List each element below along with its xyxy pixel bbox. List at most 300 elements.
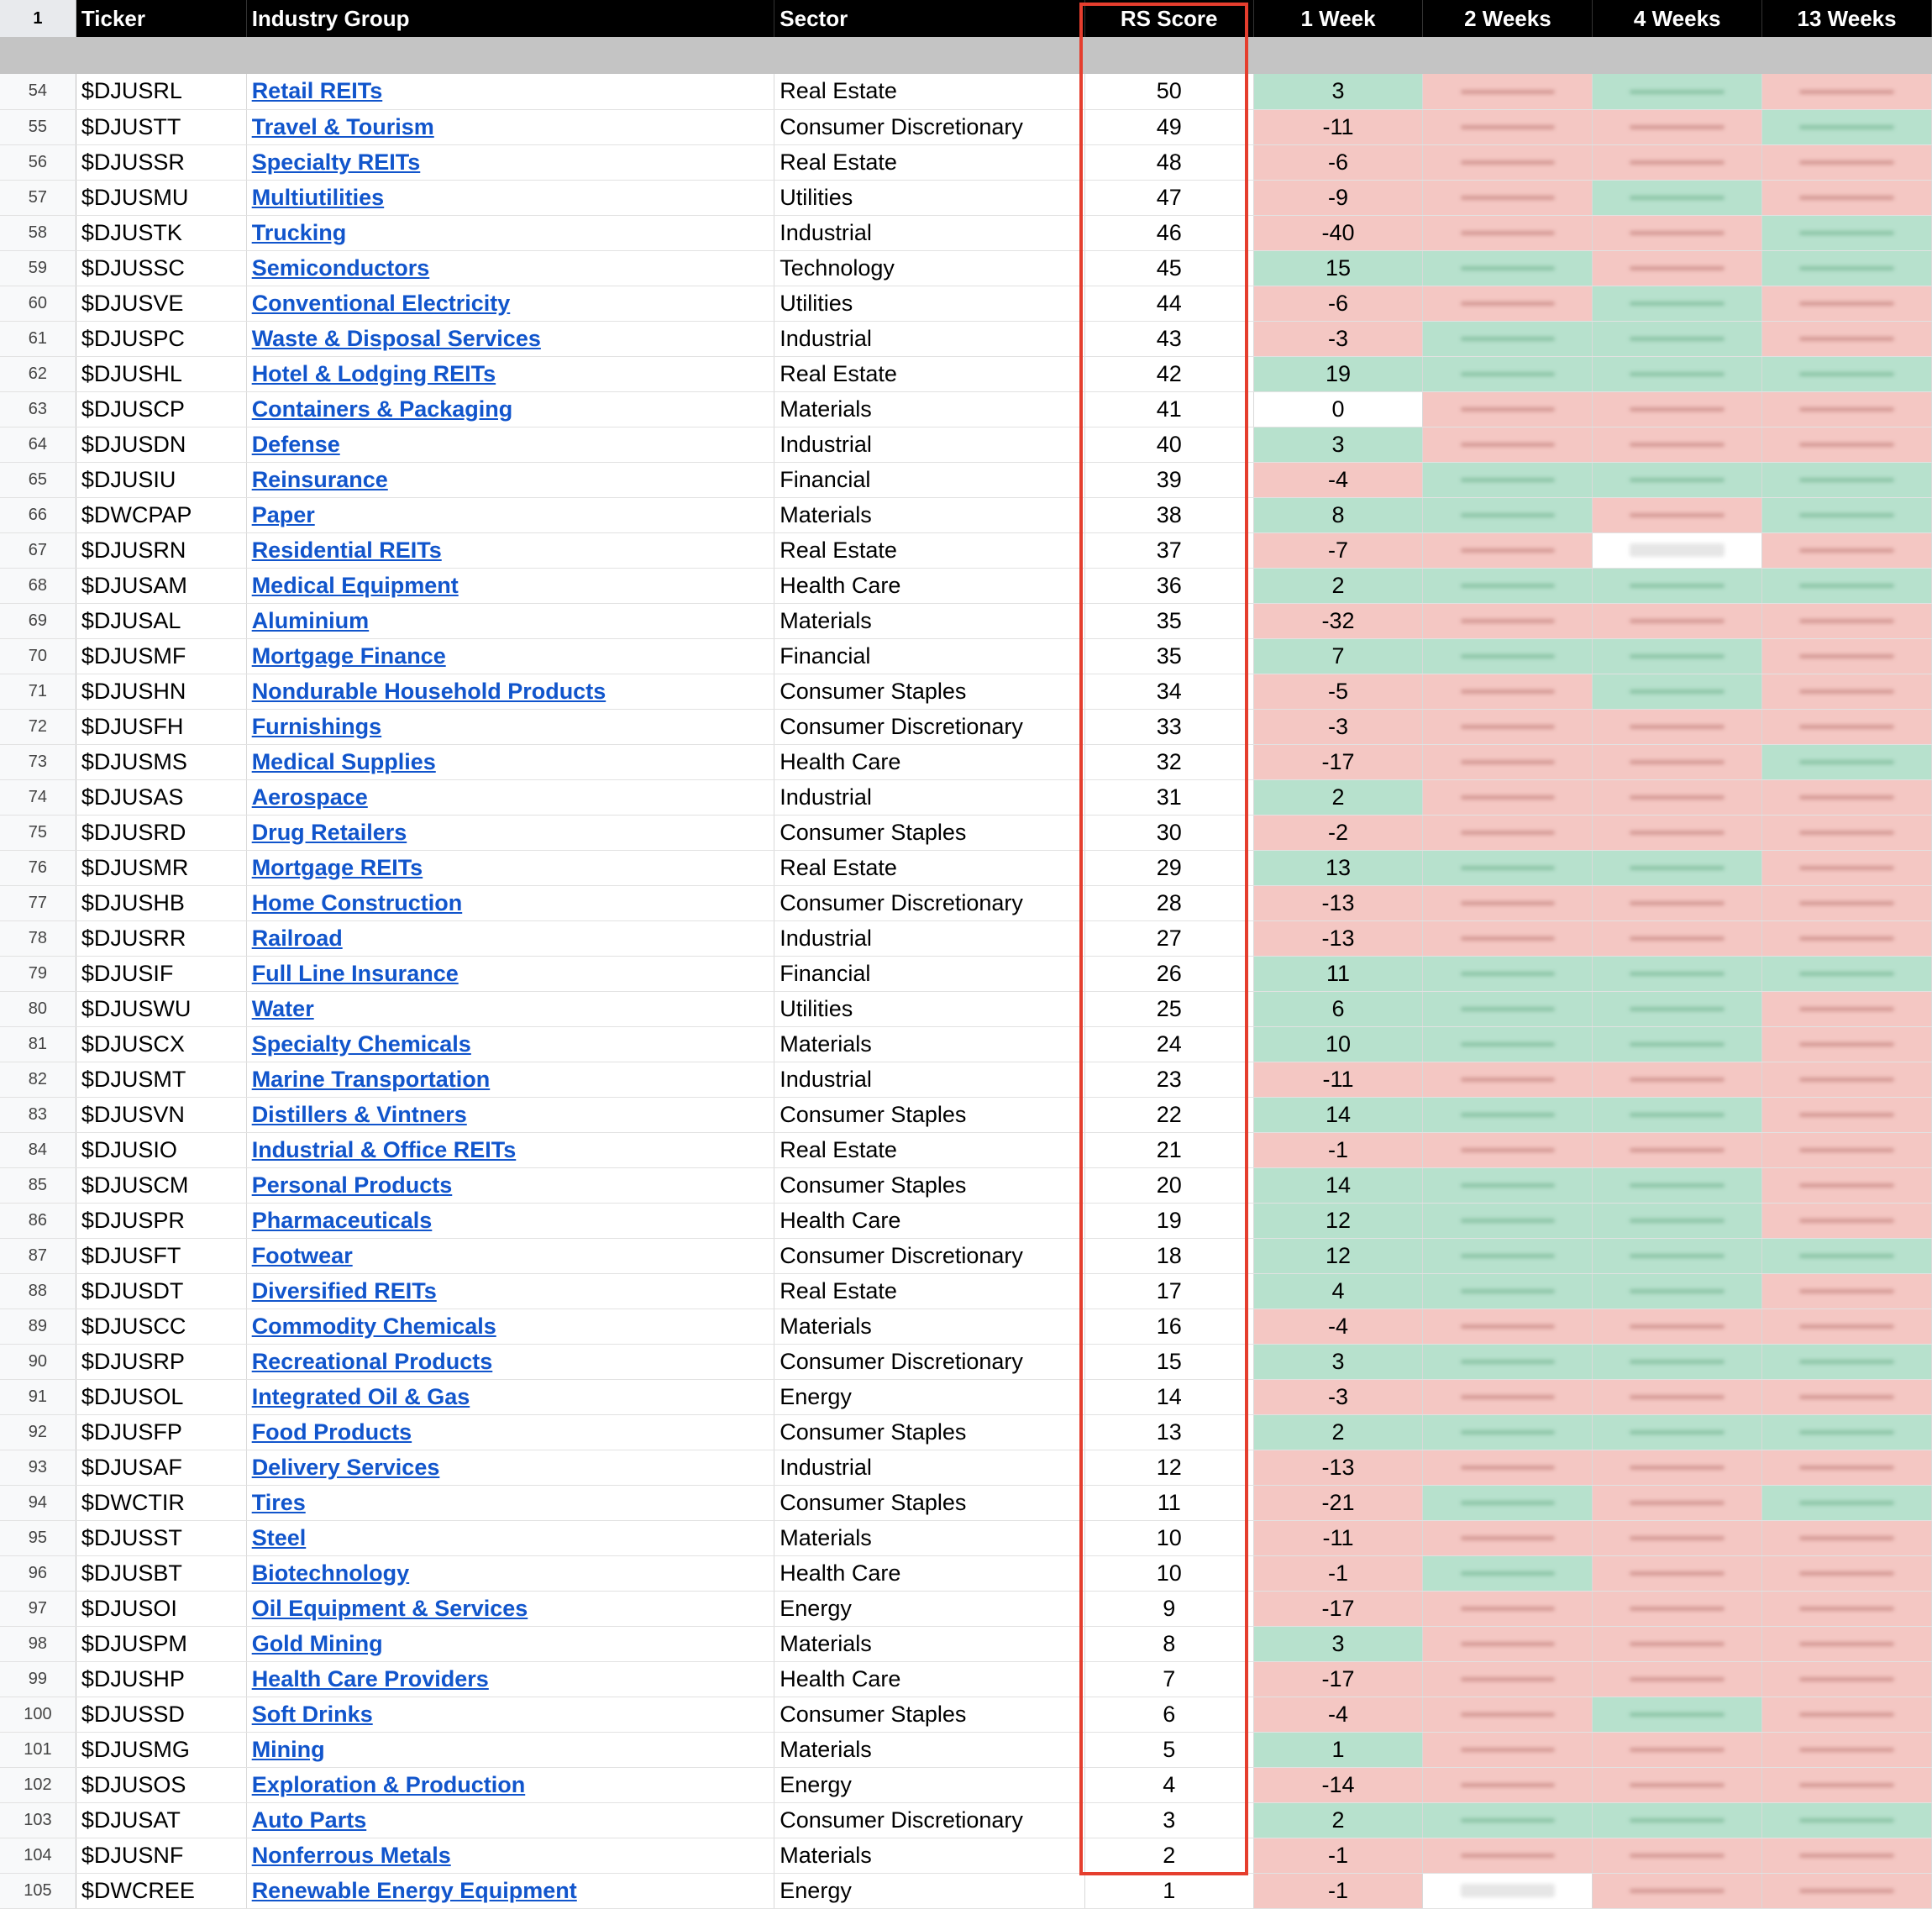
sector-cell[interactable]: Industrial [774, 1062, 1085, 1097]
row-number[interactable]: 95 [0, 1520, 76, 1555]
ticker-cell[interactable]: $DJUSVN [76, 1097, 246, 1132]
rs-score-cell[interactable]: 28 [1084, 885, 1253, 920]
one-week-change-cell[interactable]: -1 [1253, 1838, 1423, 1873]
thirteen-weeks-change-cell[interactable] [1762, 1344, 1932, 1379]
one-week-change-cell[interactable]: -11 [1253, 109, 1423, 144]
rs-score-cell[interactable]: 45 [1084, 250, 1253, 286]
ticker-cell[interactable]: $DJUSBT [76, 1555, 246, 1591]
row-number[interactable]: 98 [0, 1626, 76, 1661]
thirteen-weeks-change-cell[interactable] [1762, 568, 1932, 603]
industry-group-cell[interactable] [246, 1591, 774, 1626]
rs-score-cell[interactable]: 7 [1084, 1661, 1253, 1697]
industry-group-cell[interactable] [246, 1450, 774, 1485]
ticker-cell[interactable]: $DJUSNF [76, 1838, 246, 1873]
two-weeks-change-cell[interactable] [1423, 180, 1593, 215]
row-number[interactable]: 76 [0, 850, 76, 885]
col-header-4-weeks[interactable]: 4 Weeks [1593, 0, 1762, 37]
two-weeks-change-cell[interactable] [1423, 1732, 1593, 1767]
thirteen-weeks-change-cell[interactable] [1762, 180, 1932, 215]
ticker-cell[interactable]: $DJUSMG [76, 1732, 246, 1767]
thirteen-weeks-change-cell[interactable] [1762, 709, 1932, 744]
industry-group-cell[interactable] [246, 1732, 774, 1767]
col-header-industry-group[interactable]: Industry Group [246, 0, 774, 37]
ticker-cell[interactable]: $DJUSDN [76, 427, 246, 462]
row-number[interactable]: 96 [0, 1555, 76, 1591]
ticker-cell[interactable]: $DJUSRL [76, 74, 246, 109]
thirteen-weeks-change-cell[interactable] [1762, 497, 1932, 532]
four-weeks-change-cell[interactable] [1593, 1062, 1762, 1097]
ticker-cell[interactable]: $DJUSDT [76, 1273, 246, 1309]
row-number[interactable]: 74 [0, 779, 76, 815]
industry-group-link[interactable]: Delivery Services [251, 1454, 440, 1480]
one-week-change-cell[interactable]: -13 [1253, 1450, 1423, 1485]
industry-group-cell[interactable] [246, 1167, 774, 1203]
four-weeks-change-cell[interactable] [1593, 638, 1762, 674]
rs-score-cell[interactable]: 48 [1084, 144, 1253, 180]
two-weeks-change-cell[interactable] [1423, 321, 1593, 356]
two-weeks-change-cell[interactable] [1423, 1485, 1593, 1520]
rs-score-cell[interactable]: 21 [1084, 1132, 1253, 1167]
industry-group-cell[interactable] [246, 1555, 774, 1591]
thirteen-weeks-change-cell[interactable] [1762, 286, 1932, 321]
four-weeks-change-cell[interactable] [1593, 1591, 1762, 1626]
sector-cell[interactable]: Consumer Staples [774, 1097, 1085, 1132]
one-week-change-cell[interactable]: -1 [1253, 1132, 1423, 1167]
ticker-cell[interactable]: $DJUSAM [76, 568, 246, 603]
ticker-cell[interactable]: $DJUSSR [76, 144, 246, 180]
two-weeks-change-cell[interactable] [1423, 1697, 1593, 1732]
one-week-change-cell[interactable]: -4 [1253, 1697, 1423, 1732]
two-weeks-change-cell[interactable] [1423, 1203, 1593, 1238]
industry-group-cell[interactable] [246, 1838, 774, 1873]
row-number[interactable]: 80 [0, 991, 76, 1026]
sector-cell[interactable]: Health Care [774, 568, 1085, 603]
rs-score-cell[interactable]: 44 [1084, 286, 1253, 321]
industry-group-cell[interactable] [246, 144, 774, 180]
thirteen-weeks-change-cell[interactable] [1762, 1732, 1932, 1767]
rs-score-cell[interactable]: 41 [1084, 391, 1253, 427]
row-number[interactable]: 72 [0, 709, 76, 744]
four-weeks-change-cell[interactable] [1593, 1026, 1762, 1062]
rs-score-cell[interactable]: 39 [1084, 462, 1253, 497]
ticker-cell[interactable]: $DJUSRN [76, 532, 246, 568]
sector-cell[interactable]: Industrial [774, 779, 1085, 815]
four-weeks-change-cell[interactable] [1593, 1802, 1762, 1838]
sector-cell[interactable]: Materials [774, 1309, 1085, 1344]
four-weeks-change-cell[interactable] [1593, 1873, 1762, 1908]
four-weeks-change-cell[interactable] [1593, 1520, 1762, 1555]
sector-cell[interactable]: Financial [774, 956, 1085, 991]
industry-group-link[interactable]: Full Line Insurance [251, 960, 459, 986]
thirteen-weeks-change-cell[interactable] [1762, 1026, 1932, 1062]
ticker-cell[interactable]: $DJUSPM [76, 1626, 246, 1661]
thirteen-weeks-change-cell[interactable] [1762, 250, 1932, 286]
industry-group-link[interactable]: Soft Drinks [251, 1701, 373, 1727]
two-weeks-change-cell[interactable] [1423, 1097, 1593, 1132]
thirteen-weeks-change-cell[interactable] [1762, 1167, 1932, 1203]
one-week-change-cell[interactable]: -5 [1253, 674, 1423, 709]
four-weeks-change-cell[interactable] [1593, 427, 1762, 462]
row-number-header[interactable]: 1 [0, 0, 76, 37]
row-number[interactable]: 67 [0, 532, 76, 568]
industry-group-cell[interactable] [246, 215, 774, 250]
col-header-13-weeks[interactable]: 13 Weeks [1762, 0, 1932, 37]
sector-cell[interactable]: Materials [774, 1026, 1085, 1062]
sector-cell[interactable]: Industrial [774, 1450, 1085, 1485]
four-weeks-change-cell[interactable] [1593, 1414, 1762, 1450]
industry-group-link[interactable]: Industrial & Office REITs [251, 1136, 517, 1162]
rs-score-cell[interactable]: 11 [1084, 1485, 1253, 1520]
one-week-change-cell[interactable]: 11 [1253, 956, 1423, 991]
row-number[interactable]: 92 [0, 1414, 76, 1450]
industry-group-link[interactable]: Footwear [251, 1242, 353, 1268]
one-week-change-cell[interactable]: 8 [1253, 497, 1423, 532]
four-weeks-change-cell[interactable] [1593, 180, 1762, 215]
col-header-2-weeks[interactable]: 2 Weeks [1423, 0, 1593, 37]
rs-score-cell[interactable]: 8 [1084, 1626, 1253, 1661]
four-weeks-change-cell[interactable] [1593, 1344, 1762, 1379]
one-week-change-cell[interactable]: -17 [1253, 1591, 1423, 1626]
industry-group-cell[interactable] [246, 497, 774, 532]
ticker-cell[interactable]: $DJUSIO [76, 1132, 246, 1167]
one-week-change-cell[interactable]: 3 [1253, 74, 1423, 109]
four-weeks-change-cell[interactable] [1593, 109, 1762, 144]
sector-cell[interactable]: Industrial [774, 321, 1085, 356]
rs-score-cell[interactable]: 24 [1084, 1026, 1253, 1062]
one-week-change-cell[interactable]: -3 [1253, 321, 1423, 356]
row-number[interactable]: 86 [0, 1203, 76, 1238]
row-number[interactable]: 84 [0, 1132, 76, 1167]
four-weeks-change-cell[interactable] [1593, 1273, 1762, 1309]
rs-score-cell[interactable]: 46 [1084, 215, 1253, 250]
one-week-change-cell[interactable]: 7 [1253, 638, 1423, 674]
four-weeks-change-cell[interactable] [1593, 215, 1762, 250]
industry-group-link[interactable]: Nonferrous Metals [251, 1842, 451, 1868]
industry-group-cell[interactable] [246, 427, 774, 462]
thirteen-weeks-change-cell[interactable] [1762, 144, 1932, 180]
four-weeks-change-cell[interactable] [1593, 850, 1762, 885]
rs-score-cell[interactable]: 38 [1084, 497, 1253, 532]
four-weeks-change-cell[interactable] [1593, 356, 1762, 391]
industry-group-cell[interactable] [246, 1062, 774, 1097]
ticker-cell[interactable]: $DJUSCX [76, 1026, 246, 1062]
two-weeks-change-cell[interactable] [1423, 638, 1593, 674]
industry-group-link[interactable]: Aluminium [251, 607, 370, 633]
two-weeks-change-cell[interactable] [1423, 744, 1593, 779]
rs-score-cell[interactable]: 18 [1084, 1238, 1253, 1273]
col-header-ticker[interactable]: Ticker [76, 0, 246, 37]
industry-group-link[interactable]: Marine Transportation [251, 1066, 491, 1092]
industry-group-cell[interactable] [246, 674, 774, 709]
thirteen-weeks-change-cell[interactable] [1762, 1414, 1932, 1450]
four-weeks-change-cell[interactable] [1593, 1309, 1762, 1344]
industry-group-cell[interactable] [246, 885, 774, 920]
four-weeks-change-cell[interactable] [1593, 391, 1762, 427]
row-number[interactable]: 68 [0, 568, 76, 603]
industry-group-link[interactable]: Waste & Disposal Services [251, 325, 541, 351]
industry-group-link[interactable]: Furnishings [251, 713, 382, 739]
row-number[interactable]: 103 [0, 1802, 76, 1838]
sector-cell[interactable]: Consumer Discretionary [774, 1344, 1085, 1379]
rs-score-cell[interactable]: 19 [1084, 1203, 1253, 1238]
industry-group-link[interactable]: Aerospace [251, 784, 368, 810]
thirteen-weeks-change-cell[interactable] [1762, 109, 1932, 144]
ticker-cell[interactable]: $DJUSOS [76, 1767, 246, 1802]
rs-score-cell[interactable]: 22 [1084, 1097, 1253, 1132]
ticker-cell[interactable]: $DJUSRP [76, 1344, 246, 1379]
industry-group-link[interactable]: Mining [251, 1736, 325, 1762]
thirteen-weeks-change-cell[interactable] [1762, 1591, 1932, 1626]
thirteen-weeks-change-cell[interactable] [1762, 920, 1932, 956]
sector-cell[interactable]: Real Estate [774, 1273, 1085, 1309]
row-number[interactable]: 65 [0, 462, 76, 497]
thirteen-weeks-change-cell[interactable] [1762, 1238, 1932, 1273]
ticker-cell[interactable]: $DJUSFT [76, 1238, 246, 1273]
row-number[interactable]: 78 [0, 920, 76, 956]
ticker-cell[interactable]: $DJUSVE [76, 286, 246, 321]
two-weeks-change-cell[interactable] [1423, 779, 1593, 815]
row-number[interactable]: 62 [0, 356, 76, 391]
four-weeks-change-cell[interactable] [1593, 991, 1762, 1026]
industry-group-cell[interactable] [246, 744, 774, 779]
row-number[interactable]: 73 [0, 744, 76, 779]
industry-group-link[interactable]: Pharmaceuticals [251, 1207, 433, 1233]
four-weeks-change-cell[interactable] [1593, 956, 1762, 991]
row-number[interactable]: 77 [0, 885, 76, 920]
two-weeks-change-cell[interactable] [1423, 391, 1593, 427]
thirteen-weeks-change-cell[interactable] [1762, 215, 1932, 250]
ticker-cell[interactable]: $DWCREE [76, 1873, 246, 1908]
industry-group-link[interactable]: Oil Equipment & Services [251, 1595, 528, 1621]
sector-cell[interactable]: Energy [774, 1591, 1085, 1626]
rs-score-cell[interactable]: 14 [1084, 1379, 1253, 1414]
thirteen-weeks-change-cell[interactable] [1762, 391, 1932, 427]
four-weeks-change-cell[interactable] [1593, 1132, 1762, 1167]
row-number[interactable]: 71 [0, 674, 76, 709]
two-weeks-change-cell[interactable] [1423, 250, 1593, 286]
rs-score-cell[interactable]: 47 [1084, 180, 1253, 215]
industry-group-link[interactable]: Diversified REITs [251, 1277, 437, 1303]
sector-cell[interactable]: Consumer Discretionary [774, 1238, 1085, 1273]
ticker-cell[interactable]: $DJUSIU [76, 462, 246, 497]
row-number[interactable]: 91 [0, 1379, 76, 1414]
two-weeks-change-cell[interactable] [1423, 991, 1593, 1026]
ticker-cell[interactable]: $DJUSAS [76, 779, 246, 815]
thirteen-weeks-change-cell[interactable] [1762, 1379, 1932, 1414]
industry-group-cell[interactable] [246, 1661, 774, 1697]
industry-group-cell[interactable] [246, 568, 774, 603]
thirteen-weeks-change-cell[interactable] [1762, 427, 1932, 462]
thirteen-weeks-change-cell[interactable] [1762, 1203, 1932, 1238]
row-number[interactable]: 100 [0, 1697, 76, 1732]
four-weeks-change-cell[interactable] [1593, 1555, 1762, 1591]
sector-cell[interactable]: Energy [774, 1873, 1085, 1908]
four-weeks-change-cell[interactable] [1593, 1238, 1762, 1273]
ticker-cell[interactable]: $DJUSRR [76, 920, 246, 956]
ticker-cell[interactable]: $DJUSMR [76, 850, 246, 885]
industry-group-link[interactable]: Commodity Chemicals [251, 1313, 496, 1339]
industry-group-cell[interactable] [246, 850, 774, 885]
ticker-cell[interactable]: $DJUSAL [76, 603, 246, 638]
two-weeks-change-cell[interactable] [1423, 850, 1593, 885]
one-week-change-cell[interactable]: -11 [1253, 1062, 1423, 1097]
industry-group-cell[interactable] [246, 1309, 774, 1344]
two-weeks-change-cell[interactable] [1423, 1238, 1593, 1273]
four-weeks-change-cell[interactable] [1593, 144, 1762, 180]
sector-cell[interactable]: Materials [774, 391, 1085, 427]
one-week-change-cell[interactable]: -1 [1253, 1555, 1423, 1591]
industry-group-cell[interactable] [246, 1132, 774, 1167]
sector-cell[interactable]: Consumer Staples [774, 815, 1085, 850]
row-number[interactable]: 63 [0, 391, 76, 427]
row-number[interactable]: 70 [0, 638, 76, 674]
thirteen-weeks-change-cell[interactable] [1762, 1873, 1932, 1908]
one-week-change-cell[interactable]: 6 [1253, 991, 1423, 1026]
ticker-cell[interactable]: $DJUSPC [76, 321, 246, 356]
one-week-change-cell[interactable]: 15 [1253, 250, 1423, 286]
four-weeks-change-cell[interactable] [1593, 1450, 1762, 1485]
sector-cell[interactable]: Health Care [774, 1203, 1085, 1238]
thirteen-weeks-change-cell[interactable] [1762, 74, 1932, 109]
two-weeks-change-cell[interactable] [1423, 144, 1593, 180]
two-weeks-change-cell[interactable] [1423, 1555, 1593, 1591]
one-week-change-cell[interactable]: -4 [1253, 462, 1423, 497]
ticker-cell[interactable]: $DJUSHN [76, 674, 246, 709]
industry-group-link[interactable]: Mortgage Finance [251, 642, 446, 669]
rs-score-cell[interactable]: 23 [1084, 1062, 1253, 1097]
ticker-cell[interactable]: $DJUSCC [76, 1309, 246, 1344]
industry-group-cell[interactable] [246, 250, 774, 286]
industry-group-link[interactable]: Recreational Products [251, 1348, 493, 1374]
sector-cell[interactable]: Consumer Staples [774, 1485, 1085, 1520]
thirteen-weeks-change-cell[interactable] [1762, 321, 1932, 356]
four-weeks-change-cell[interactable] [1593, 603, 1762, 638]
four-weeks-change-cell[interactable] [1593, 1203, 1762, 1238]
one-week-change-cell[interactable]: -2 [1253, 815, 1423, 850]
thirteen-weeks-change-cell[interactable] [1762, 1626, 1932, 1661]
two-weeks-change-cell[interactable] [1423, 568, 1593, 603]
four-weeks-change-cell[interactable] [1593, 532, 1762, 568]
two-weeks-change-cell[interactable] [1423, 1520, 1593, 1555]
industry-group-cell[interactable] [246, 956, 774, 991]
ticker-cell[interactable]: $DJUSHP [76, 1661, 246, 1697]
four-weeks-change-cell[interactable] [1593, 744, 1762, 779]
one-week-change-cell[interactable]: 14 [1253, 1097, 1423, 1132]
two-weeks-change-cell[interactable] [1423, 1309, 1593, 1344]
industry-group-link[interactable]: Medical Equipment [251, 572, 459, 598]
rs-score-cell[interactable]: 20 [1084, 1167, 1253, 1203]
one-week-change-cell[interactable]: -7 [1253, 532, 1423, 568]
sector-cell[interactable]: Health Care [774, 744, 1085, 779]
industry-group-link[interactable]: Travel & Tourism [251, 113, 434, 139]
row-number[interactable]: 104 [0, 1838, 76, 1873]
ticker-cell[interactable]: $DJUSOL [76, 1379, 246, 1414]
two-weeks-change-cell[interactable] [1423, 462, 1593, 497]
thirteen-weeks-change-cell[interactable] [1762, 532, 1932, 568]
row-number[interactable]: 57 [0, 180, 76, 215]
one-week-change-cell[interactable]: -6 [1253, 286, 1423, 321]
row-number[interactable]: 101 [0, 1732, 76, 1767]
sector-cell[interactable]: Health Care [774, 1555, 1085, 1591]
sector-cell[interactable]: Real Estate [774, 356, 1085, 391]
thirteen-weeks-change-cell[interactable] [1762, 1273, 1932, 1309]
one-week-change-cell[interactable]: 3 [1253, 1626, 1423, 1661]
industry-group-link[interactable]: Containers & Packaging [251, 396, 513, 422]
ticker-cell[interactable]: $DJUSPR [76, 1203, 246, 1238]
row-number[interactable]: 54 [0, 74, 76, 109]
industry-group-cell[interactable] [246, 532, 774, 568]
two-weeks-change-cell[interactable] [1423, 497, 1593, 532]
row-number[interactable]: 64 [0, 427, 76, 462]
row-number[interactable]: 79 [0, 956, 76, 991]
ticker-cell[interactable]: $DJUSIF [76, 956, 246, 991]
sector-cell[interactable]: Consumer Discretionary [774, 885, 1085, 920]
sector-cell[interactable]: Financial [774, 462, 1085, 497]
industry-group-cell[interactable] [246, 1379, 774, 1414]
four-weeks-change-cell[interactable] [1593, 1767, 1762, 1802]
ticker-cell[interactable]: $DJUSOI [76, 1591, 246, 1626]
sector-cell[interactable]: Technology [774, 250, 1085, 286]
row-number[interactable]: 99 [0, 1661, 76, 1697]
row-number[interactable]: 105 [0, 1873, 76, 1908]
thirteen-weeks-change-cell[interactable] [1762, 1697, 1932, 1732]
industry-group-link[interactable]: Defense [251, 431, 340, 457]
two-weeks-change-cell[interactable] [1423, 1802, 1593, 1838]
industry-group-link[interactable]: Home Construction [251, 889, 463, 915]
one-week-change-cell[interactable]: 2 [1253, 779, 1423, 815]
industry-group-cell[interactable] [246, 1520, 774, 1555]
ticker-cell[interactable]: $DJUSHB [76, 885, 246, 920]
thirteen-weeks-change-cell[interactable] [1762, 356, 1932, 391]
two-weeks-change-cell[interactable] [1423, 109, 1593, 144]
industry-group-cell[interactable] [246, 1344, 774, 1379]
two-weeks-change-cell[interactable] [1423, 885, 1593, 920]
industry-group-link[interactable]: Distillers & Vintners [251, 1101, 467, 1127]
rs-score-cell[interactable]: 31 [1084, 779, 1253, 815]
sector-cell[interactable]: Consumer Staples [774, 1414, 1085, 1450]
industry-group-cell[interactable] [246, 1485, 774, 1520]
rs-score-cell[interactable]: 1 [1084, 1873, 1253, 1908]
industry-group-cell[interactable] [246, 603, 774, 638]
industry-group-cell[interactable] [246, 1273, 774, 1309]
row-number[interactable]: 55 [0, 109, 76, 144]
sector-cell[interactable]: Financial [774, 638, 1085, 674]
one-week-change-cell[interactable]: -21 [1253, 1485, 1423, 1520]
one-week-change-cell[interactable]: -11 [1253, 1520, 1423, 1555]
rs-score-cell[interactable]: 15 [1084, 1344, 1253, 1379]
thirteen-weeks-change-cell[interactable] [1762, 850, 1932, 885]
one-week-change-cell[interactable]: 4 [1253, 1273, 1423, 1309]
two-weeks-change-cell[interactable] [1423, 427, 1593, 462]
rs-score-cell[interactable]: 25 [1084, 991, 1253, 1026]
industry-group-cell[interactable] [246, 1097, 774, 1132]
four-weeks-change-cell[interactable] [1593, 462, 1762, 497]
two-weeks-change-cell[interactable] [1423, 674, 1593, 709]
sector-cell[interactable]: Materials [774, 497, 1085, 532]
two-weeks-change-cell[interactable] [1423, 356, 1593, 391]
four-weeks-change-cell[interactable] [1593, 1732, 1762, 1767]
one-week-change-cell[interactable]: 0 [1253, 391, 1423, 427]
sector-cell[interactable]: Consumer Discretionary [774, 709, 1085, 744]
one-week-change-cell[interactable]: -6 [1253, 144, 1423, 180]
ticker-cell[interactable]: $DJUSTK [76, 215, 246, 250]
rs-score-cell[interactable]: 29 [1084, 850, 1253, 885]
row-number[interactable]: 93 [0, 1450, 76, 1485]
thirteen-weeks-change-cell[interactable] [1762, 1767, 1932, 1802]
rs-score-cell[interactable]: 30 [1084, 815, 1253, 850]
ticker-cell[interactable]: $DJUSAT [76, 1802, 246, 1838]
ticker-cell[interactable]: $DJUSTT [76, 109, 246, 144]
